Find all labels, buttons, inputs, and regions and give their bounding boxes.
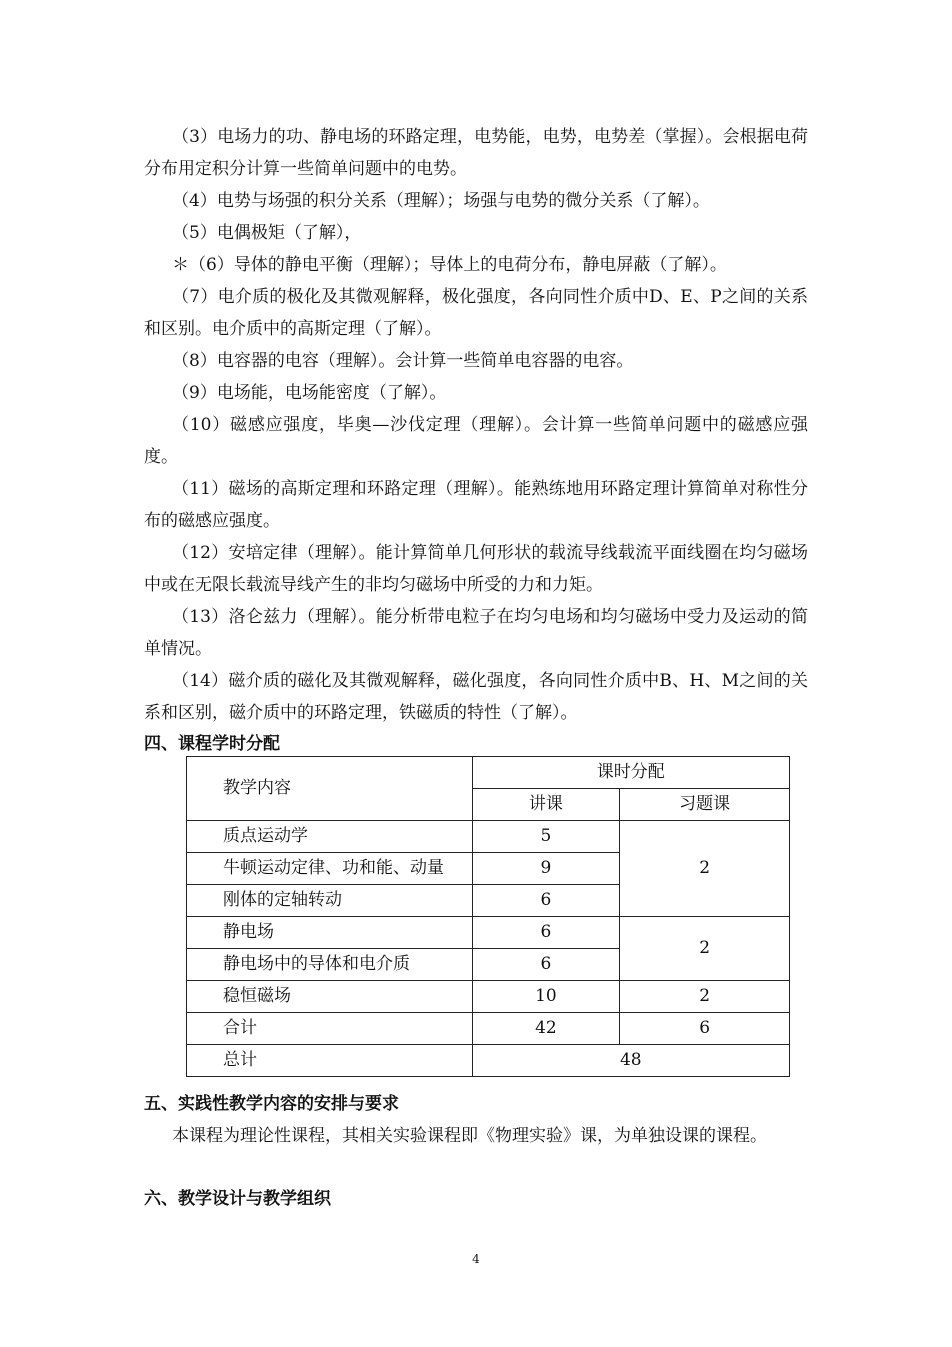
paragraph-item-14: （14）磁介质的磁化及其微观解释，磁化强度，各向同性介质中B、H、M之间的关系和区别，磁介质中的环路定理，铁磁质的特性（了解）。: [144, 671, 808, 723]
content-cell: 质点运动学: [187, 821, 473, 853]
content-cell: 静电场: [187, 917, 473, 949]
paragraph-item-4: （4）电势与场强的积分关系（理解）；场强与电势的微分关系（了解）。: [172, 191, 710, 211]
table-row: [187, 917, 790, 949]
content-cell: 稳恒磁场: [187, 981, 473, 1013]
lecture-cell: 6: [472, 885, 620, 917]
section-4-heading: 四、课程学时分配: [144, 734, 280, 754]
exercise-cell: 2: [620, 917, 790, 981]
lecture-cell: 5: [472, 821, 620, 853]
paragraph-item-3: （3）电场力的功、静电场的环路定理，电势能，电势，电势差（掌握）。会根据电荷分布用定积分计算一些简单问题中的电势。: [144, 127, 808, 179]
total-label-cell: 总计: [187, 1045, 473, 1077]
page-number: 4: [472, 1252, 480, 1266]
table-row-total: [187, 1045, 790, 1077]
header-group-cell: 课时分配: [472, 757, 789, 789]
exercise-cell: 2: [620, 821, 790, 917]
content-cell: 牛顿运动定律、功和能、动量: [187, 853, 473, 885]
paragraph-item-11: （11）磁场的高斯定理和环路定理（理解）。能熟练地用环路定理计算简单对称性分布的磁感应强度。: [144, 479, 808, 531]
paragraph-item-9: （9）电场能，电场能密度（了解）。: [172, 383, 447, 403]
paragraph-item-10: （10）磁感应强度，毕奥—沙伐定理（理解）。会计算一些简单问题中的磁感应强度。: [144, 415, 808, 467]
section-5-paragraph: 本课程为理论性课程，其相关实验课程即《物理实验》课，为单独设课的课程。: [172, 1126, 767, 1146]
table-row: [187, 981, 790, 1013]
paragraph-item-13: （13）洛仑兹力（理解）。能分析带电粒子在均匀电场和均匀磁场中受力及运动的简单情况。: [144, 607, 808, 659]
hours-allocation-table: [186, 756, 790, 1077]
section-6-heading: 六、教学设计与教学组织: [144, 1189, 331, 1209]
paragraph-item-5: （5）电偶极矩（了解），: [172, 223, 362, 243]
section-5-heading: 五、实践性教学内容的安排与要求: [144, 1094, 399, 1114]
content-cell: 合计: [187, 1013, 473, 1045]
header-exercise-cell: 习题课: [620, 789, 790, 821]
paragraph-item-6: ＊（6）导体的静电平衡（理解）；导体上的电荷分布，静电屏蔽（了解）。: [172, 255, 727, 275]
paragraph-item-12: （12）安培定律（理解）。能计算简单几何形状的载流导线载流平面线圈在均匀磁场中或在无限长载流导线产生的非均匀磁场中所受的力和力矩。: [144, 543, 808, 595]
lecture-cell: 42: [472, 1013, 620, 1045]
header-content-cell: 教学内容: [187, 757, 473, 821]
lecture-cell: 6: [472, 949, 620, 981]
paragraph-item-8: （8）电容器的电容（理解）。会计算一些简单电容器的电容。: [172, 351, 634, 371]
exercise-cell: 6: [620, 1013, 790, 1045]
lecture-cell: 10: [472, 981, 620, 1013]
paragraph-item-7: （7）电介质的极化及其微观解释，极化强度，各向同性介质中D、E、P之间的关系和区别。电介质中的高斯定理（了解）。: [144, 287, 808, 339]
table-row: [187, 821, 790, 853]
lecture-cell: 6: [472, 917, 620, 949]
table-header-row: [187, 757, 790, 789]
content-cell: 刚体的定轴转动: [187, 885, 473, 917]
table-row-subtotal: [187, 1013, 790, 1045]
header-lecture-cell: 讲课: [472, 789, 620, 821]
content-cell: 静电场中的导体和电介质: [187, 949, 473, 981]
lecture-cell: 9: [472, 853, 620, 885]
exercise-cell: 2: [620, 981, 790, 1013]
total-value-cell: 48: [472, 1045, 789, 1077]
